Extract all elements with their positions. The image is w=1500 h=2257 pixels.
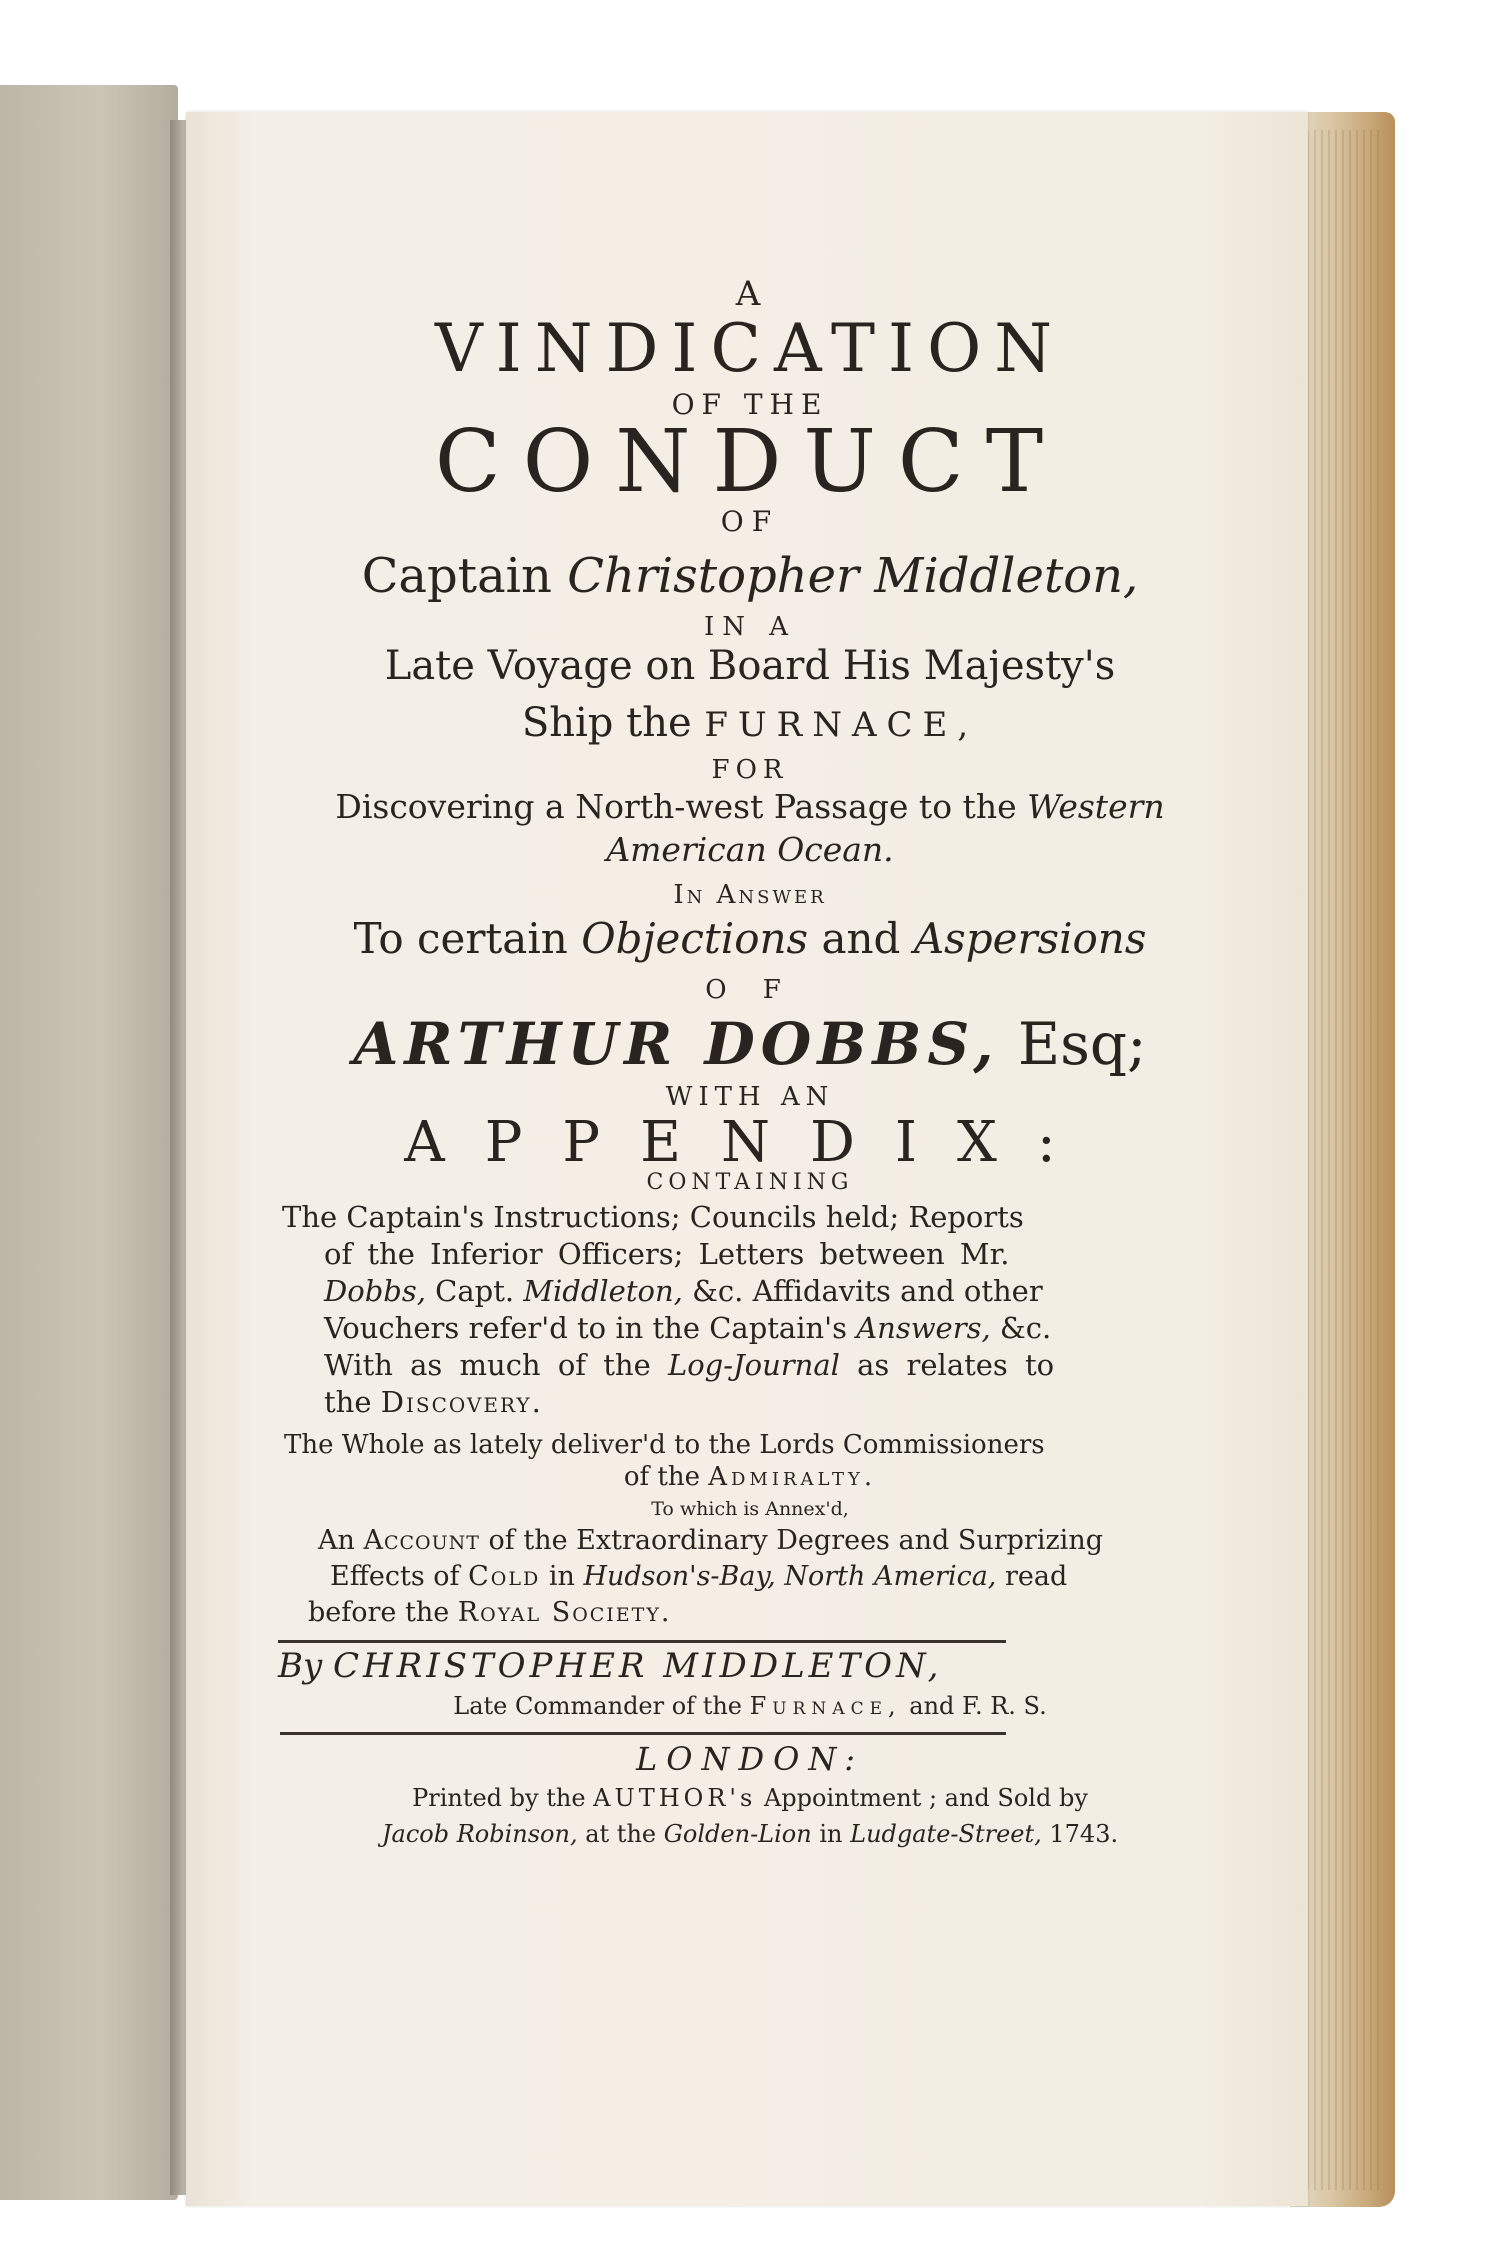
contents-etc: &c. bbox=[999, 1311, 1052, 1345]
title-vindication: VINDICATION bbox=[435, 310, 1065, 387]
commander-line bbox=[0, 1692, 1500, 1720]
with-an-line: WITH AN bbox=[665, 1082, 835, 1112]
contents-dobbs: Dobbs, bbox=[324, 1274, 426, 1308]
containing-line: CONTAINING bbox=[646, 1170, 854, 1195]
ship-name: FURNACE, bbox=[704, 705, 979, 745]
printed-ludgate-street: Ludgate-Street, bbox=[850, 1820, 1042, 1848]
contents-log-journal: Log-Journal bbox=[667, 1348, 840, 1382]
certain-line bbox=[0, 914, 1500, 963]
account-extraordinary: of the Extraordinary Degrees and Surprizing bbox=[488, 1525, 1103, 1556]
printed-in: in bbox=[819, 1820, 843, 1848]
printed-line-1 bbox=[0, 1784, 1500, 1812]
title-of-the: OF THE bbox=[671, 388, 829, 421]
whole-of-the: of the bbox=[623, 1462, 700, 1492]
title-of: OF bbox=[720, 505, 780, 538]
printed-at-the: at the bbox=[585, 1820, 657, 1848]
dobbs-name: ARTHUR DOBBS, bbox=[353, 1010, 1000, 1078]
discovering-prefix: Discovering a North-west Passage to the bbox=[335, 787, 1017, 826]
commander-furnace: Furnace, bbox=[749, 1692, 902, 1720]
by-name: CHRISTOPHER MIDDLETON, bbox=[333, 1646, 943, 1686]
by-line bbox=[278, 1646, 942, 1686]
in-a-line: IN A bbox=[703, 612, 797, 642]
printed-appointment: Appointment ; and Sold by bbox=[763, 1784, 1088, 1812]
rule-top bbox=[278, 1640, 1006, 1643]
certain-aspersions: Aspersions bbox=[913, 914, 1147, 963]
account-account: Account bbox=[363, 1525, 480, 1556]
whole-line-1: The Whole as lately deliver'd to the Lords Commissioners bbox=[284, 1430, 1045, 1460]
printed-robinson: Jacob Robinson, bbox=[381, 1820, 578, 1848]
appendix-line: APPENDIX: bbox=[404, 1110, 1096, 1175]
account-read: read bbox=[1004, 1561, 1068, 1592]
captain-prefix: Captain bbox=[361, 548, 552, 604]
contents-line-4 bbox=[324, 1311, 1051, 1345]
discovering-western: Western bbox=[1027, 787, 1165, 826]
dobbs-line bbox=[0, 1010, 1500, 1078]
account-an: An bbox=[318, 1525, 355, 1556]
of-line-2: O F bbox=[705, 975, 795, 1005]
contents-capt: Capt. bbox=[435, 1274, 515, 1308]
contents-affidavits: &c. Affidavits and other bbox=[692, 1274, 1043, 1308]
rule-bottom bbox=[280, 1732, 1006, 1735]
whole-admiralty: Admiralty. bbox=[708, 1462, 877, 1492]
captain-line bbox=[0, 548, 1500, 604]
commander-prefix: Late Commander of the bbox=[453, 1692, 742, 1720]
account-line-2 bbox=[330, 1561, 1067, 1592]
account-effects: Effects of bbox=[330, 1561, 460, 1592]
discovering-line bbox=[0, 787, 1500, 826]
captain-name: Christopher Middleton, bbox=[567, 548, 1139, 604]
ship-prefix: Ship the bbox=[521, 700, 692, 746]
account-north-america: North America, bbox=[784, 1561, 997, 1592]
dobbs-esq: Esq; bbox=[1017, 1010, 1147, 1078]
commander-frs: and F. R. S. bbox=[909, 1692, 1047, 1720]
contents-discovery: Discovery. bbox=[380, 1385, 543, 1419]
annexed-line: To which is Annex'd, bbox=[651, 1498, 849, 1520]
contents-answers: Answers, bbox=[856, 1311, 991, 1345]
account-line-1 bbox=[318, 1525, 1103, 1556]
contents-line-6 bbox=[324, 1385, 543, 1419]
ship-line bbox=[0, 700, 1500, 746]
account-royal-society: Royal Society. bbox=[457, 1597, 672, 1628]
late-voyage-line: Late Voyage on Board His Majesty's bbox=[384, 643, 1116, 689]
certain-and: and bbox=[821, 914, 901, 963]
london-line: LONDON: bbox=[635, 1740, 864, 1778]
contents-line-1: The Captain's Instructions; Councils held; Reports bbox=[282, 1200, 1024, 1234]
account-hudsons-bay: Hudson's-Bay, bbox=[583, 1561, 776, 1592]
printed-by: Printed by the bbox=[412, 1784, 586, 1812]
contents-line-2: of the Inferior Officers; Letters between Mr. bbox=[324, 1237, 1010, 1271]
american-ocean-line: American Ocean. bbox=[606, 830, 894, 869]
account-line-3 bbox=[308, 1597, 671, 1628]
contents-relates: as relates to bbox=[857, 1348, 1055, 1382]
title-a: A bbox=[735, 274, 765, 314]
contents-the: the bbox=[324, 1385, 372, 1419]
certain-prefix: To certain bbox=[353, 914, 568, 963]
printed-author: AUTHOR's bbox=[593, 1784, 757, 1812]
account-cold: Cold bbox=[468, 1561, 541, 1592]
certain-objections: Objections bbox=[581, 914, 809, 963]
contents-vouchers: Vouchers refer'd to in the Captain's bbox=[324, 1311, 848, 1345]
account-before: before the bbox=[308, 1597, 450, 1628]
title-conduct: CONDUCT bbox=[434, 412, 1066, 512]
contents-line-3 bbox=[324, 1274, 1043, 1308]
printed-line-2 bbox=[0, 1820, 1500, 1848]
contents-middleton: Middleton, bbox=[523, 1274, 683, 1308]
printed-golden-lion: Golden-Lion bbox=[663, 1820, 812, 1848]
in-answer-line: In Answer bbox=[673, 880, 827, 910]
for-line: FOR bbox=[711, 755, 789, 785]
whole-line-2 bbox=[0, 1462, 1500, 1492]
account-in: in bbox=[548, 1561, 575, 1592]
printed-year: 1743. bbox=[1049, 1820, 1119, 1848]
contents-line-5 bbox=[324, 1348, 1054, 1382]
by-prefix: By bbox=[278, 1646, 323, 1686]
contents-with: With as much of the bbox=[324, 1348, 651, 1382]
